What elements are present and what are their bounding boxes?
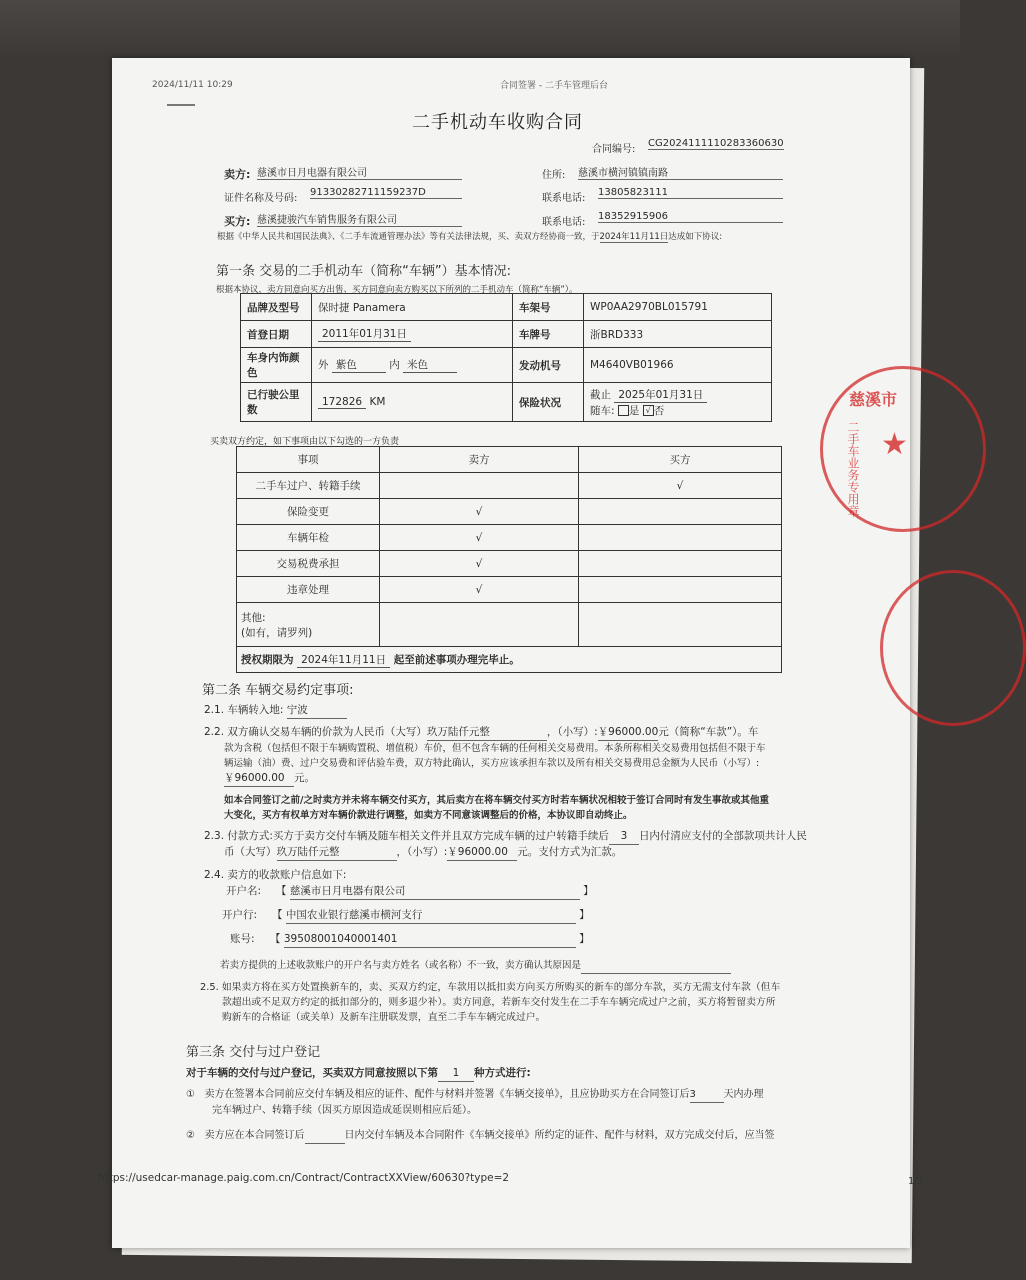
system-title: 合同签署 - 二手车管理后台 <box>500 81 608 91</box>
mileage-value: 172826 <box>318 396 366 409</box>
id-label: 证件名称及号码: <box>224 193 298 204</box>
account-name-row: 开户名: 【 慈溪市日月电器有限公司 】 <box>226 884 594 900</box>
basis-date: 2024年11月11日 <box>599 232 669 242</box>
engine-label: 发动机号 <box>513 348 584 383</box>
price-chinese: 玖万陆仟元整 <box>427 725 547 741</box>
account-no-row: 账号: 【 39508001040001401 】 <box>230 932 590 948</box>
plate-value: 浙BRD333 <box>584 321 772 348</box>
vin-label: 车架号 <box>513 294 584 321</box>
desk-background <box>0 0 960 60</box>
reg-date-value: 2011年01月31日 <box>318 326 411 342</box>
fold-mark <box>167 104 195 106</box>
buyer-phone: 18352915906 <box>598 211 783 223</box>
page-url[interactable]: https://usedcar-manage.paig.com.cn/Contract/ContractXXView/60630?type=2 <box>98 1172 510 1184</box>
payment-amount: ￥96000.00 <box>447 845 517 861</box>
buyer-phone-label: 联系电话: <box>542 217 586 228</box>
address-label: 住所: <box>542 170 566 181</box>
page-number: 1/2 <box>908 1176 925 1187</box>
seller-label: 卖方: <box>224 168 251 181</box>
payment-days: 3 <box>609 829 639 845</box>
clause-2-4: 2.4. 卖方的收款账户信息如下: <box>204 869 347 881</box>
duties-table <box>236 446 782 673</box>
seller-address: 慈溪市横河镇镇南路 <box>578 164 783 180</box>
contract-no: CG2024111110283360630 <box>648 138 784 149</box>
article3-heading: 第三条 交付与过户登记 <box>186 1045 321 1060</box>
clause-2-2: 2.2. 双方确认交易车辆的价款为人民币（大写）玖万陆仟元整 ，（小写）:￥96000.00元（简称“车款”）。车 款为含税（包括但不限于车辆购置税、增值税）车价，但不包含车辆的任何相关交易费用。本条所称相关交易费用包括但不限于车 辆运输（油）费、过户交易费和评估验车费，双方特此确认，买方应该承担车款以及所有相关交易费用总金额为人民币（小写）: ￥96000.00 元。 如本合同签订之前/之时卖方并未将车辆交付买方，其后卖方在将车辆交付买方时若车辆状况相较于签订合同时有发生事故或其他重 大变化，买方有权单方对车辆价款进行调整，如卖方不同意该调整后的价格，本协议即自动终止。 <box>204 726 769 821</box>
int-color: 米色 <box>403 357 457 373</box>
checkbox-no[interactable]: √ <box>643 405 654 416</box>
handover-days: 3 <box>690 1087 724 1103</box>
color-label: 车身内饰颜色 <box>241 348 312 383</box>
seller-phone-label: 联系电话: <box>542 193 586 204</box>
seller-name: 慈溪市日月电器有限公司 <box>257 164 462 180</box>
col-seller: 卖方 <box>380 447 579 473</box>
color-cell: 外 紫色 内 米色 <box>312 348 513 383</box>
article1-heading: 第一条 交易的二手机动车（简称“车辆”）基本情况: <box>216 264 511 279</box>
insurance-until: 2025年01月31日 <box>614 387 707 403</box>
total-amount: ￥96000.00 <box>224 771 294 787</box>
buyer-name: 慈溪捷骏汽车销售服务有限公司 <box>257 211 462 227</box>
transfer-destination: 宁波 <box>287 703 347 719</box>
checkbox-yes[interactable] <box>618 405 629 416</box>
duty-row: 车辆年检 √ <box>237 525 782 551</box>
clause-2-5: 2.5. 如果卖方将在买方处置换新车的，卖、买双方约定，车款用以抵扣卖方向买方所购买的新车的部分车款，买方无需支付车款（但车 款超出或不足双方约定的抵扣部分的，则多退少补）。卖方同意，若新车交付发生在二手车车辆完成过户之前，买方将暂留卖方所 购新车的合格证（或关单）及新车注册联发票，直至二手车车辆完成过户。 <box>200 982 781 1023</box>
duty-row: 违章处理 √ <box>237 577 782 603</box>
adjustment-clause: 如本合同签订之前/之时卖方并未将车辆交付买方，其后卖方在将车辆交付买方时若车辆状况相较于签订合同时有发生事故或其他重 <box>224 795 769 806</box>
duties-intro: 买卖双方约定，如下事项由以下勾选的一方负责 <box>210 437 400 447</box>
deadline-cell: 授权期限为 2024年11月11日 起至前述事项办理完毕止。 <box>237 647 782 673</box>
engine-value: M4640VB01966 <box>584 348 772 383</box>
payment-chinese: 玖万陆仟元整 <box>277 845 397 861</box>
plate-label: 车牌号 <box>513 321 584 348</box>
legal-basis: 根据《中华人民共和国民法典》、《二手车流通管理办法》等有关法律法规，买、卖双方经协商一致，于2024年11月11日达成如下协议: <box>217 232 723 242</box>
mileage-cell: 172826 KM <box>312 383 513 422</box>
company-seal: 慈溪市 二手车业务专用章 ★ <box>820 366 986 532</box>
reg-date-label: 首登日期 <box>241 321 312 348</box>
account-name: 慈溪市日月电器有限公司 <box>290 884 580 900</box>
option-1: ① 卖方在签署本合同前应交付车辆及相应的证件、配件与材料并签署《车辆交接单》，且应协助买方在合同签订后3 天内办理 完车辆过户、转籍手续（因买方原因造成延误则相应后延）。 <box>186 1089 764 1116</box>
bank-name: 中国农业银行慈溪市横河支行 <box>286 908 576 924</box>
clause-2-3: 2.3. 付款方式:买方于卖方交付车辆及随车相关文件并且双方完成车辆的过户转籍手续后 3 日内付清应支付的全部款项共计人民 币（大写）玖万陆仟元整 ，（小写）:￥96000.00 元。支付方式为汇款。 <box>204 829 807 861</box>
col-buyer: 买方 <box>579 447 782 473</box>
article3-intro: 对于车辆的交付与过户登记，买卖双方同意按照以下第 1 种方式进行: <box>186 1066 531 1082</box>
account-mismatch: 若卖方提供的上述收款账户的开户名与卖方姓名（或名称）不一致，卖方确认其原因是 <box>220 958 731 974</box>
brand-label: 品牌及型号 <box>241 294 312 321</box>
vehicle-info-table <box>240 293 772 422</box>
duty-row: 二手车过户、转籍手续 √ <box>237 473 782 499</box>
star-icon: ★ <box>881 427 908 462</box>
seller-id: 91330282711159237D <box>310 187 462 199</box>
insurance-label: 保险状况 <box>513 383 584 422</box>
article2-heading: 第二条 车辆交易约定事项: <box>202 683 354 698</box>
contract-title: 二手机动车收购合同 <box>412 112 583 133</box>
buyer-label: 买方: <box>224 215 251 228</box>
print-timestamp: 2024/11/11 10:29 <box>152 80 233 90</box>
contract-page <box>98 58 925 1248</box>
duty-row: 保险变更 √ <box>237 499 782 525</box>
article1-intro: 根据本协议，卖方同意向买方出售、买方同意向卖方购买以下所列的二手机动车（简称“车辆”）。 <box>216 285 578 295</box>
insurance-cell: 截止 2025年01月31日 随车: 是 √ 否 <box>584 383 772 422</box>
bank-row: 开户行: 【 中国农业银行慈溪市横河支行 】 <box>222 908 590 924</box>
price-amount: ￥96000.00 <box>598 725 659 741</box>
clause-2-1: 2.1. 车辆转入地: 宁波 <box>204 703 347 719</box>
mileage-label: 已行驶公里数 <box>241 383 312 422</box>
other-cell: 其他: (如有，请罗列) <box>237 603 380 647</box>
vin-value: WP0AA2970BL015791 <box>584 294 772 321</box>
col-item: 事项 <box>237 447 380 473</box>
seller-phone: 13805823111 <box>598 187 783 199</box>
ext-color: 紫色 <box>332 357 386 373</box>
contract-no-label: 合同编号: <box>592 144 636 155</box>
deadline-date: 2024年11月11日 <box>297 652 390 668</box>
brand-value: 保时捷 Panamera <box>312 294 513 321</box>
delivery-method: 1 <box>438 1066 474 1082</box>
seal-partial <box>880 570 1026 726</box>
reg-date-cell <box>312 321 513 348</box>
option-2: ② 卖方应在本合同签订后 日内交付车辆及本合同附件《车辆交接单》所约定的证件、配件与材料，双方完成交付后，应当签 <box>186 1128 775 1144</box>
duty-row: 交易税费承担 √ <box>237 551 782 577</box>
account-number: 39508001040001401 <box>284 932 576 948</box>
